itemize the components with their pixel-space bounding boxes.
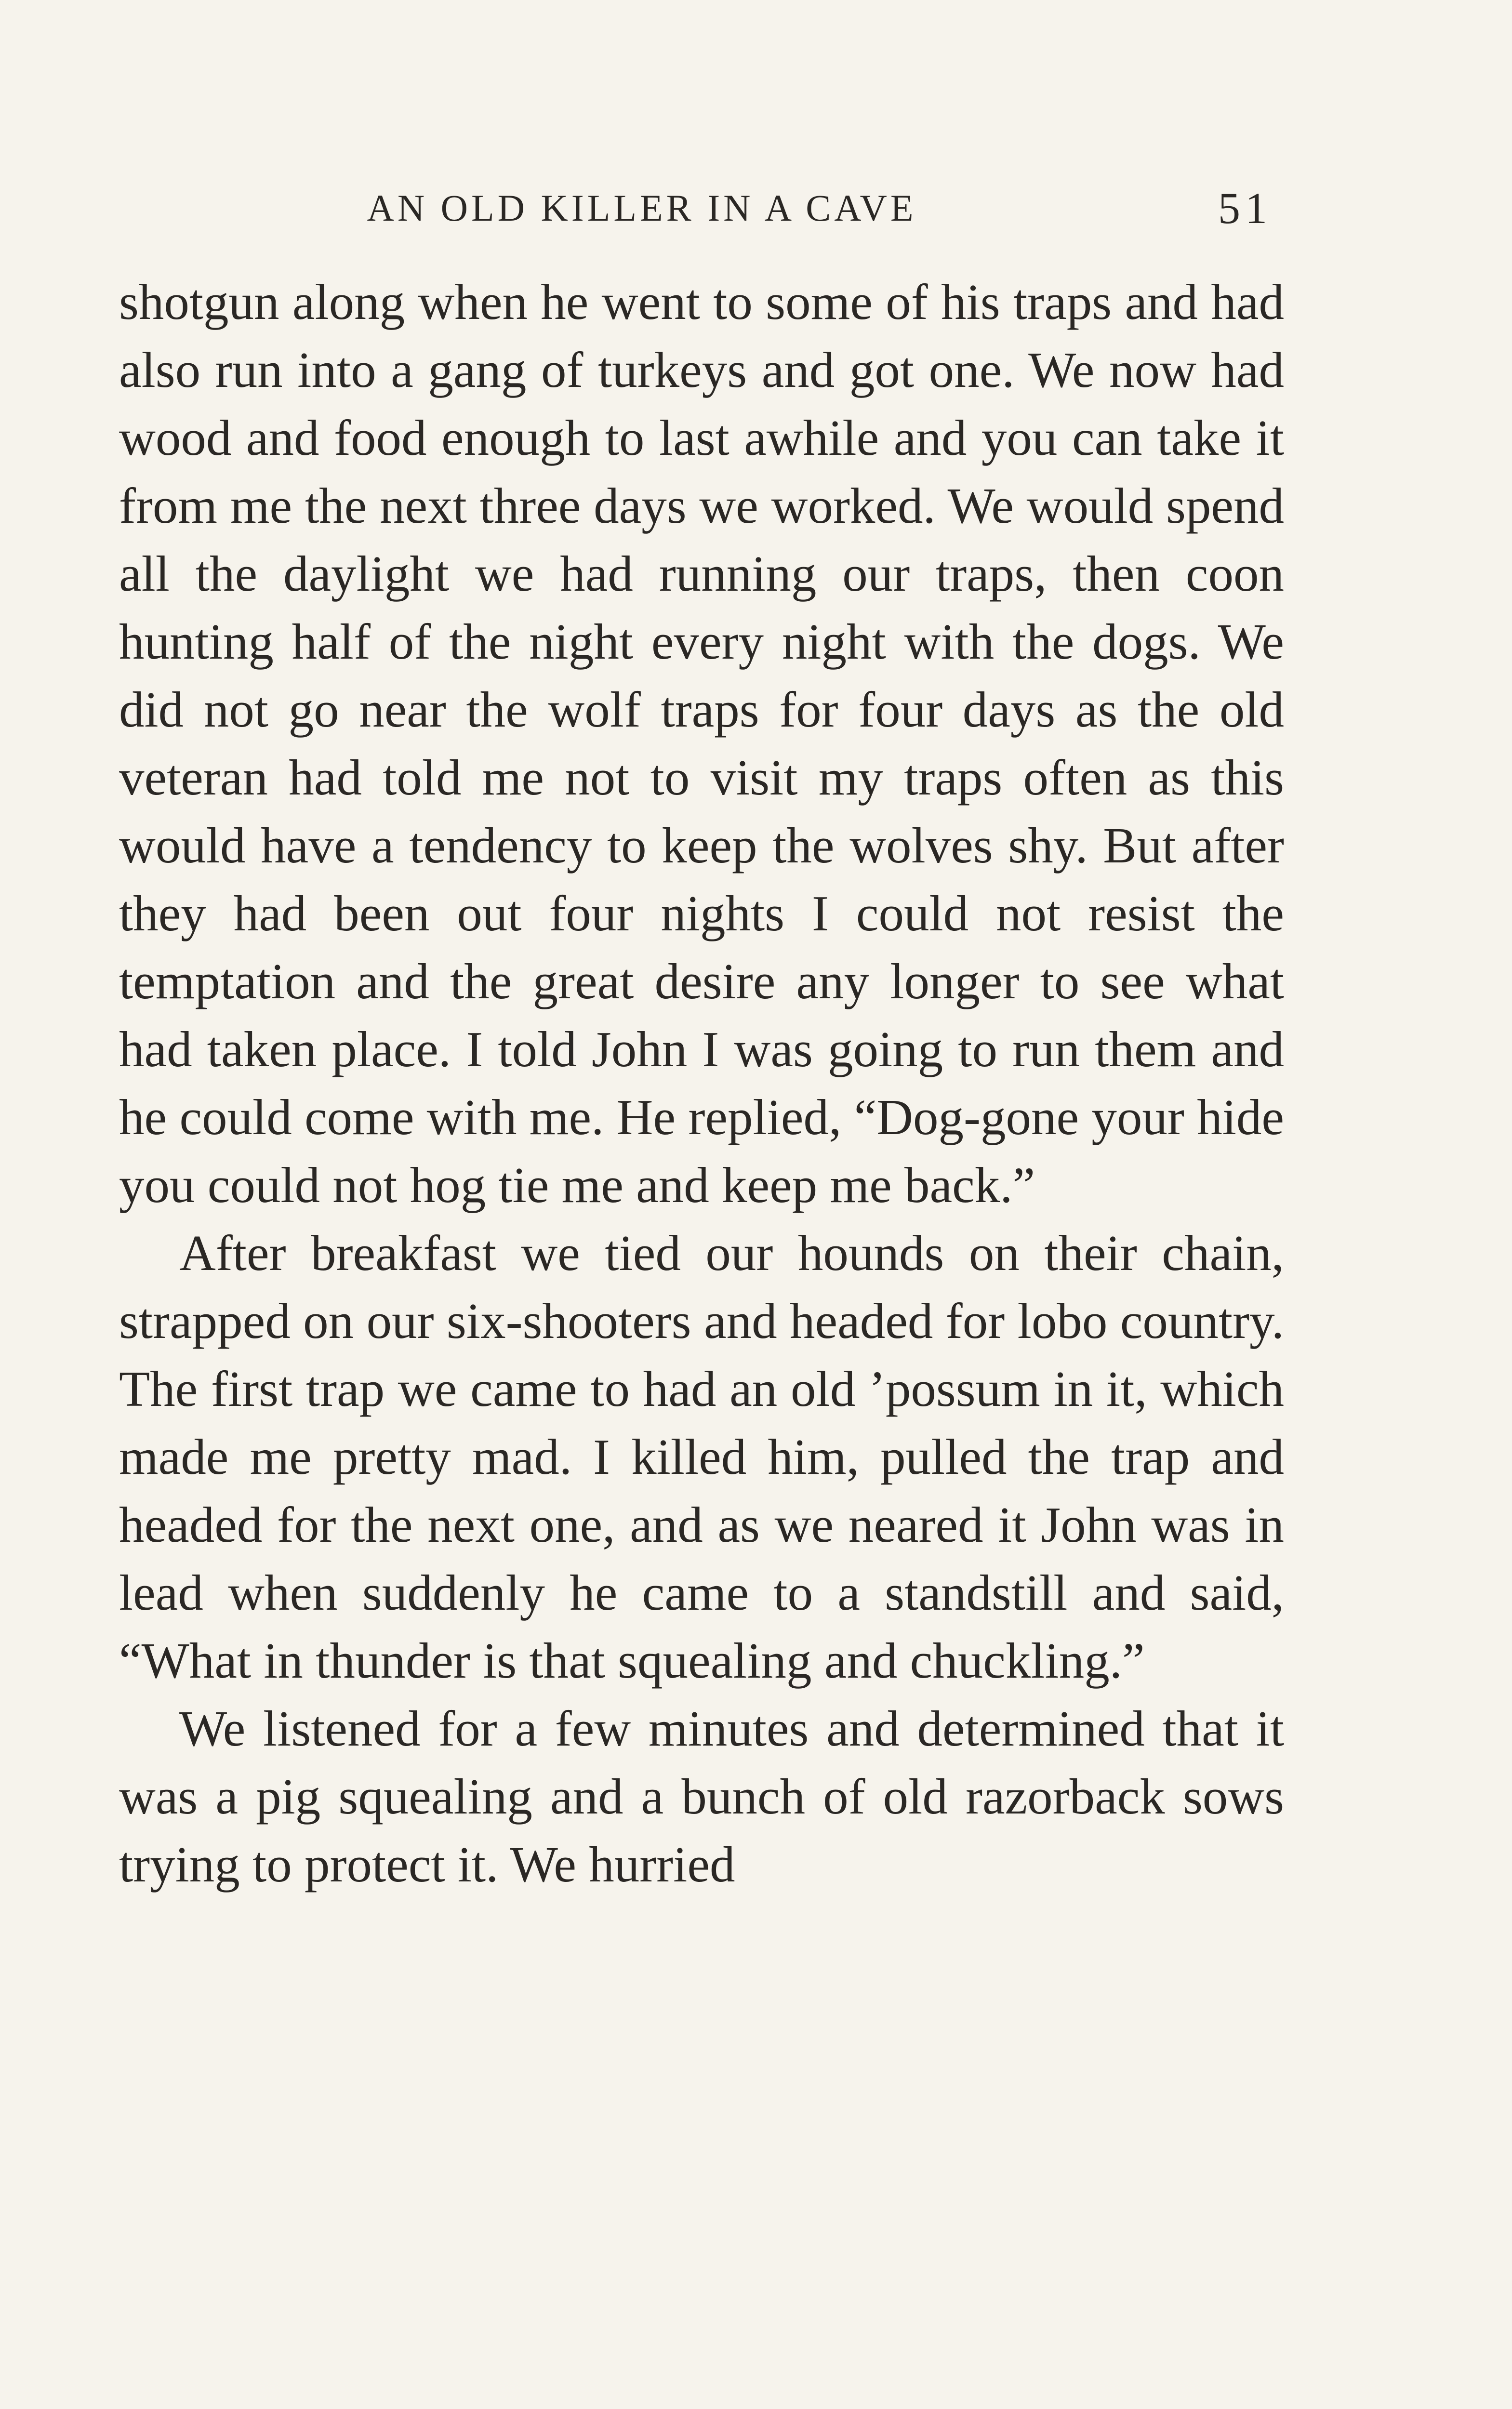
- paragraph: We listened for a few minutes and determined that it was a pig squealing and a bunch of old razorback sows trying to protect it. We hurried: [119, 1700, 1284, 1893]
- page-number: 51: [1218, 184, 1272, 233]
- body-text: [119, 268, 1284, 1898]
- paragraph: After breakfast we tied our hounds on their chain, strapped on our six-shooters and headed for lobo country. The first trap we came to had an old ’possum in it, which made me pretty mad. I killed him, pulled the trap and headed for the next one, and as we neared it John was in lead when suddenly he came to a standstill and said, “What in thunder is that squealing and chuckling.”: [119, 1225, 1284, 1689]
- running-head: [119, 179, 1272, 237]
- running-title: AN OLD KILLER IN A CAVE: [367, 187, 917, 229]
- paragraph: shotgun along when he went to some of his traps and had also run into a gang of turkeys and got one. We now had wood and food enough to last awhile and you can take it from me the next three days we worked. We would spend all the daylight we had running our traps, then coon hunting half of the night every night with the dogs. We did not go near the wolf traps for four days as the old veteran had told me not to visit my traps often as this would have a tendency to keep the wolves shy. But after they had been out four nights I could not resist the temptation and the great desire any longer to see what had taken place. I told John I was going to run them and he could come with me. He replied, “Dog-gone your hide you could not hog tie me and keep me back.”: [119, 274, 1284, 1213]
